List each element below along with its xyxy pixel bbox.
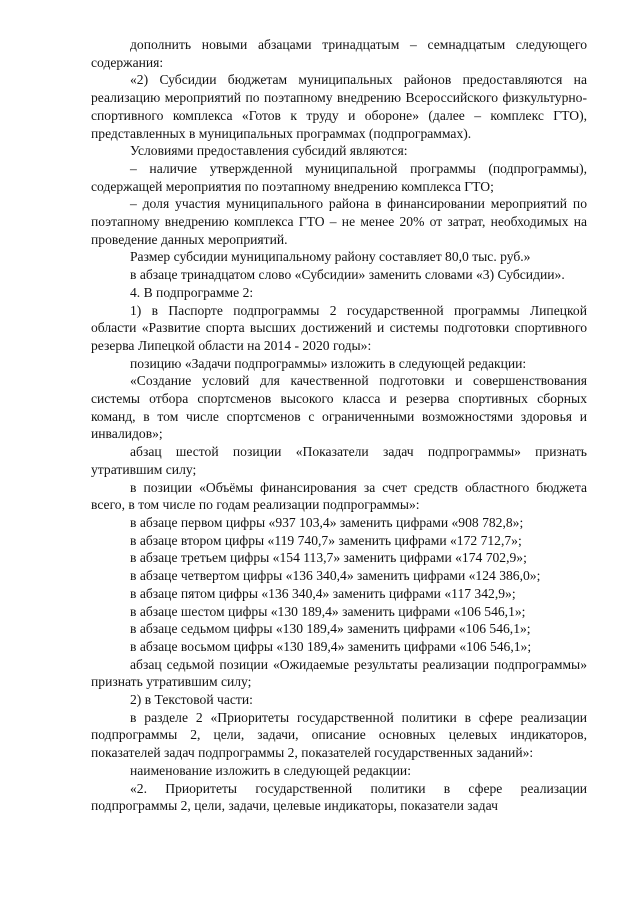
paragraph: абзац седьмой позиции «Ожидаемые результаты реализации подпрограммы» признать утратившим силу; xyxy=(91,656,587,690)
paragraph: «2. Приоритеты государственной политики в сфере реализации подпрограммы 2, цели, задачи, целевые индикаторы, показатели задач xyxy=(91,780,587,814)
paragraph: в абзаце тринадцатом слово «Субсидии» заменить словами «3) Субсидии». xyxy=(130,267,565,283)
paragraph: 1) в Паспорте подпрограммы 2 государственной программы Липецкой области «Развитие спорта высших достижений и системы подготовки спортивного резерва Липецкой области на 2014 - 2020 годы»: xyxy=(91,302,587,353)
paragraph: в абзаце четвертом цифры «136 340,4» заменить цифрами «124 386,0»; xyxy=(130,568,541,584)
paragraph: абзац шестой позиции «Показатели задач подпрограммы» признать утратившим силу; xyxy=(91,444,587,477)
paragraph: «Создание условий для качественной подготовки и совершенствования системы отбора спортсменов высокого класса и резерва спортивных сборных команд, в том числе спортсменов с ограниченными возможностями здоровья и инвалидов»; xyxy=(91,373,587,442)
document-body xyxy=(91,36,587,815)
paragraph: 4. В подпрограмме 2: xyxy=(130,284,254,300)
paragraph: наименование изложить в следующей редакции: xyxy=(130,762,411,778)
paragraph: в абзаце седьмом цифры «130 189,4» заменить цифрами «106 546,1»; xyxy=(130,621,531,637)
paragraph: – наличие утвержденной муниципальной программы (подпрограммы), содержащей мероприятия по поэтапному внедрению комплекса ГТО; xyxy=(91,160,587,194)
paragraph: в абзаце шестом цифры «130 189,4» заменить цифрами «106 546,1»; xyxy=(130,603,526,619)
paragraph: в абзаце втором цифры «119 740,7» заменить цифрами «172 712,7»; xyxy=(130,532,522,548)
paragraph: Условиями предоставления субсидий являются: xyxy=(130,143,408,159)
paragraph: в абзаце восьмом цифры «130 189,4» заменить цифрами «106 546,1»; xyxy=(130,638,532,654)
paragraph: Размер субсидии муниципальному району составляет 80,0 тыс. руб.» xyxy=(130,249,531,265)
paragraph: в разделе 2 «Приоритеты государственной политики в сфере реализации подпрограммы 2, цели, задачи, описание основных целевых индикаторов, показателей задач подпрограммы 2, показателей государственных заданий»: xyxy=(91,709,587,761)
paragraph: позицию «Задачи подпрограммы» изложить в следующей редакции: xyxy=(130,355,527,371)
paragraph: в абзаце первом цифры «937 103,4» заменить цифрами «908 782,8»; xyxy=(130,514,524,530)
paragraph: 2) в Текстовой части: xyxy=(130,692,253,708)
paragraph: в абзаце пятом цифры «136 340,4» заменить цифрами «117 342,9»; xyxy=(130,585,516,601)
paragraph: – доля участия муниципального района в финансировании мероприятий по поэтапному внедрению комплекса ГТО – не менее 20% от затрат, необходимых на проведение данных мероприятий. xyxy=(91,196,587,247)
paragraph: в абзаце третьем цифры «154 113,7» заменить цифрами «174 702,9»; xyxy=(130,550,527,566)
paragraph: дополнить новыми абзацами тринадцатым – семнадцатым следующего содержания: xyxy=(91,37,587,70)
paragraph: в позиции «Объёмы финансирования за счет средств областного бюджета всего, в том числе по годам реализации подпрограммы»: xyxy=(91,479,587,513)
paragraph: «2) Субсидии бюджетам муниципальных районов предоставляются на реализацию мероприятий по поэтапному внедрению Всероссийского физкультурно-спортивного комплекса «Готов к труду и обороне» (далее – комплекс ГТО), представленных в муниципальных программах (подпрограммах). xyxy=(91,72,587,141)
